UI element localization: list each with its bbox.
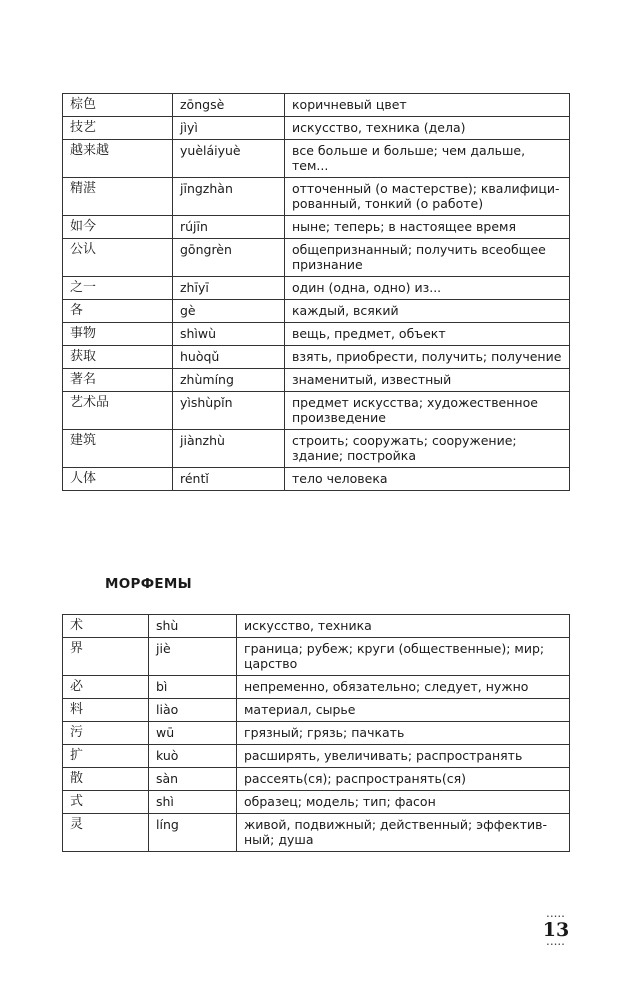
translation-cell: расширять, увеличивать; распространять [237,745,570,768]
pinyin-cell: kuò [149,745,237,768]
pinyin-cell: jiè [149,638,237,676]
translation-cell: граница; рубеж; круги (общественные); мир; царство [237,638,570,676]
pinyin-cell: shìwù [173,323,285,346]
hanzi-cell: 污 [63,722,149,745]
morphemes-table [62,614,570,852]
translation-cell: предмет искусства; художественное произведение [285,392,570,430]
pinyin-cell: gè [173,300,285,323]
hanzi-cell: 灵 [63,814,149,852]
pinyin-cell: zōngsè [173,94,285,117]
vocab-row [63,94,570,117]
morpheme-row [63,676,570,699]
page-number-dots-bottom: ····· [546,939,566,949]
translation-cell: тело человека [285,468,570,491]
translation-cell: искусство, техника (дела) [285,117,570,140]
hanzi-cell: 棕色 [63,94,173,117]
pinyin-cell: yuèláiyuè [173,140,285,178]
morpheme-row [63,814,570,852]
vocab-row [63,323,570,346]
vocab-row [63,277,570,300]
translation-cell: все больше и больше; чем дальше, тем... [285,140,570,178]
hanzi-cell: 人体 [63,468,173,491]
translation-cell: один (одна, одно) из... [285,277,570,300]
vocab-row [63,216,570,239]
hanzi-cell: 之一 [63,277,173,300]
translation-cell: общепризнанный; получить всеобщее признание [285,239,570,277]
pinyin-cell: wū [149,722,237,745]
translation-cell: рассеять(ся); распространять(ся) [237,768,570,791]
pinyin-cell: shù [149,615,237,638]
pinyin-cell: shì [149,791,237,814]
translation-cell: каждый, всякий [285,300,570,323]
pinyin-cell: huòqǔ [173,346,285,369]
hanzi-cell: 扩 [63,745,149,768]
vocabulary-table [62,93,570,491]
morpheme-row [63,768,570,791]
vocab-row [63,346,570,369]
vocab-row [63,178,570,216]
hanzi-cell: 精湛 [63,178,173,216]
hanzi-cell: 料 [63,699,149,722]
morpheme-row [63,638,570,676]
translation-cell: коричневый цвет [285,94,570,117]
vocab-row [63,468,570,491]
vocab-row [63,369,570,392]
translation-cell: строить; сооружать; сооружение; здание; постройка [285,430,570,468]
hanzi-cell: 界 [63,638,149,676]
vocab-row [63,392,570,430]
morpheme-row [63,791,570,814]
hanzi-cell: 获取 [63,346,173,369]
hanzi-cell: 公认 [63,239,173,277]
pinyin-cell: zhùmíng [173,369,285,392]
translation-cell: искусство, техника [237,615,570,638]
hanzi-cell: 各 [63,300,173,323]
pinyin-cell: yìshùpǐn [173,392,285,430]
translation-cell: живой, подвижный; действенный; эффектив-ный; душа [237,814,570,852]
hanzi-cell: 著名 [63,369,173,392]
hanzi-cell: 建筑 [63,430,173,468]
pinyin-cell: jiànzhù [173,430,285,468]
morpheme-row [63,745,570,768]
translation-cell: материал, сырье [237,699,570,722]
hanzi-cell: 艺术品 [63,392,173,430]
vocab-row [63,140,570,178]
hanzi-cell: 技艺 [63,117,173,140]
pinyin-cell: líng [149,814,237,852]
translation-cell: грязный; грязь; пачкать [237,722,570,745]
translation-cell: отточенный (о мастерстве); квалифици-рованный, тонкий (о работе) [285,178,570,216]
pinyin-cell: sàn [149,768,237,791]
translation-cell: вещь, предмет, объект [285,323,570,346]
hanzi-cell: 术 [63,615,149,638]
vocab-row [63,239,570,277]
pinyin-cell: réntǐ [173,468,285,491]
hanzi-cell: 事物 [63,323,173,346]
pinyin-cell: rújīn [173,216,285,239]
translation-cell: непременно, обязательно; следует, нужно [237,676,570,699]
hanzi-cell: 越来越 [63,140,173,178]
pinyin-cell: liào [149,699,237,722]
translation-cell: ныне; теперь; в настоящее время [285,216,570,239]
vocab-row [63,117,570,140]
pinyin-cell: gōngrèn [173,239,285,277]
morpheme-row [63,699,570,722]
hanzi-cell: 散 [63,768,149,791]
translation-cell: взять, приобрести, получить; получение [285,346,570,369]
translation-cell: знаменитый, известный [285,369,570,392]
vocab-row [63,430,570,468]
page-number-block [540,912,572,948]
morpheme-row [63,722,570,745]
hanzi-cell: 式 [63,791,149,814]
pinyin-cell: bì [149,676,237,699]
hanzi-cell: 必 [63,676,149,699]
pinyin-cell: jīngzhàn [173,178,285,216]
vocab-row [63,300,570,323]
morphemes-heading: МОРФЕМЫ [105,576,192,592]
translation-cell: образец; модель; тип; фасон [237,791,570,814]
pinyin-cell: zhīyī [173,277,285,300]
pinyin-cell: jìyì [173,117,285,140]
hanzi-cell: 如今 [63,216,173,239]
page-number-dots-top: ····· [546,911,566,921]
page-number: 13 [542,919,570,941]
morpheme-row [63,615,570,638]
